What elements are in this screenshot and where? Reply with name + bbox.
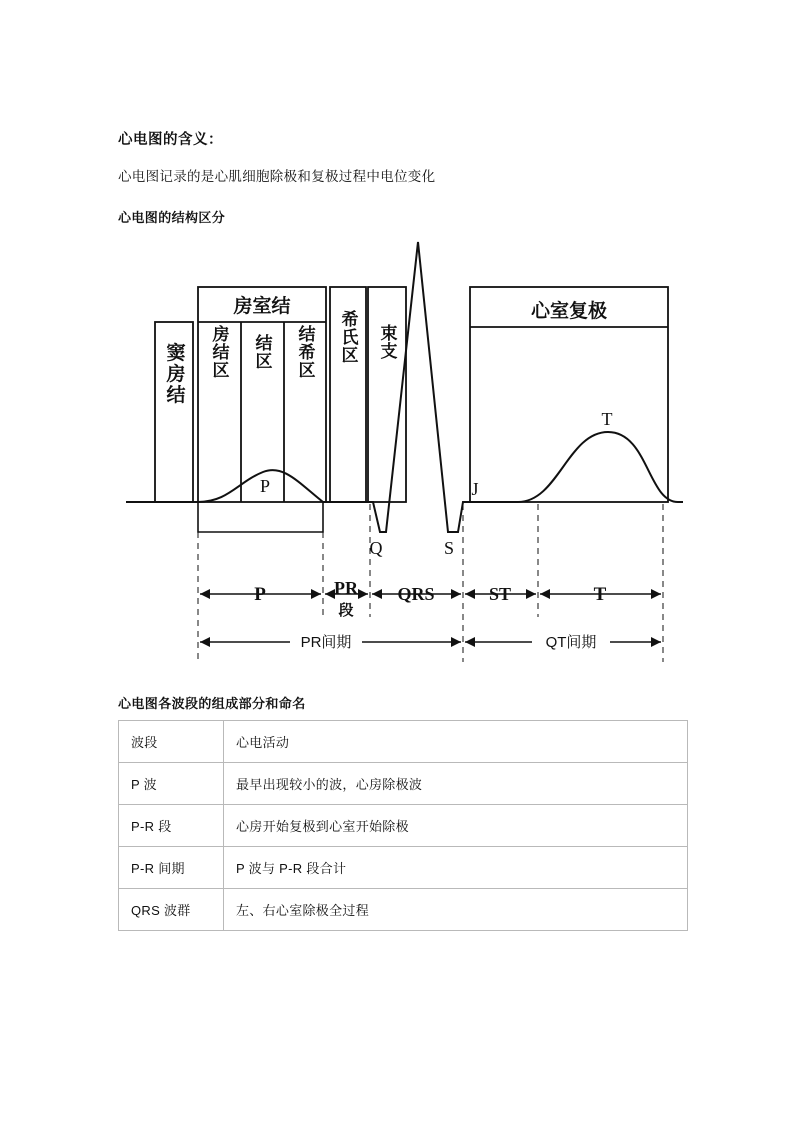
ecg-structure-figure (118, 232, 688, 687)
waveform-table (118, 720, 688, 931)
table-row-header (119, 721, 688, 763)
svg-text:P: P (259, 476, 271, 497)
page-title: 心电图的含义： (118, 132, 223, 148)
svg-text:S: S (443, 538, 455, 559)
svg-text:PR间期: PR间期 (300, 634, 352, 652)
svg-text:希氏区: 希氏区 (338, 310, 358, 365)
table-row (119, 889, 688, 931)
svg-text:PR: PR (334, 578, 358, 599)
svg-text:束支: 束支 (377, 324, 397, 361)
table-cell-activity: 最早出现较小的波，心房除极波 (224, 763, 688, 805)
svg-text:ST: ST (488, 584, 512, 605)
table-row (119, 847, 688, 889)
table-header-cell-2: 心电活动 (224, 721, 688, 763)
svg-text:T: T (593, 584, 607, 606)
table-cell-activity: P 波与 P-R 段合计 (224, 847, 688, 889)
section-heading-structure: 心电图的结构区分 (118, 210, 226, 226)
table-cell-activity: 心房开始复极到心室开始除极 (224, 805, 688, 847)
svg-text:QT间期: QT间期 (545, 634, 597, 652)
intro-paragraph: 心电图记录的是心肌细胞除极和复极过程中电位变化 (118, 169, 436, 184)
svg-text:房室结: 房室结 (233, 296, 291, 318)
table-row (119, 805, 688, 847)
document-content (118, 128, 688, 931)
svg-text:窦房结: 窦房结 (163, 342, 185, 406)
table-cell-wave: P 波 (119, 763, 224, 805)
svg-text:心室复极: 心室复极 (530, 301, 608, 323)
svg-text:QRS: QRS (397, 584, 435, 605)
svg-text:房结区: 房结区 (209, 325, 229, 380)
svg-text:T: T (601, 409, 613, 430)
table-header-cell-1: 波段 (119, 721, 224, 763)
svg-text:P: P (254, 584, 266, 606)
svg-text:结希区: 结希区 (295, 325, 315, 380)
svg-text:J: J (471, 479, 479, 500)
table-cell-wave: P-R 间期 (119, 847, 224, 889)
svg-text:段: 段 (338, 602, 354, 620)
table-cell-wave: P-R 段 (119, 805, 224, 847)
section-heading-waveforms: 心电图各波段的组成部分和命名 (118, 696, 306, 712)
table-cell-activity: 左、右心室除极全过程 (224, 889, 688, 931)
svg-text:Q: Q (369, 538, 383, 559)
table-row (119, 763, 688, 805)
svg-text:结区: 结区 (252, 334, 272, 371)
table-cell-wave: QRS 波群 (119, 889, 224, 931)
